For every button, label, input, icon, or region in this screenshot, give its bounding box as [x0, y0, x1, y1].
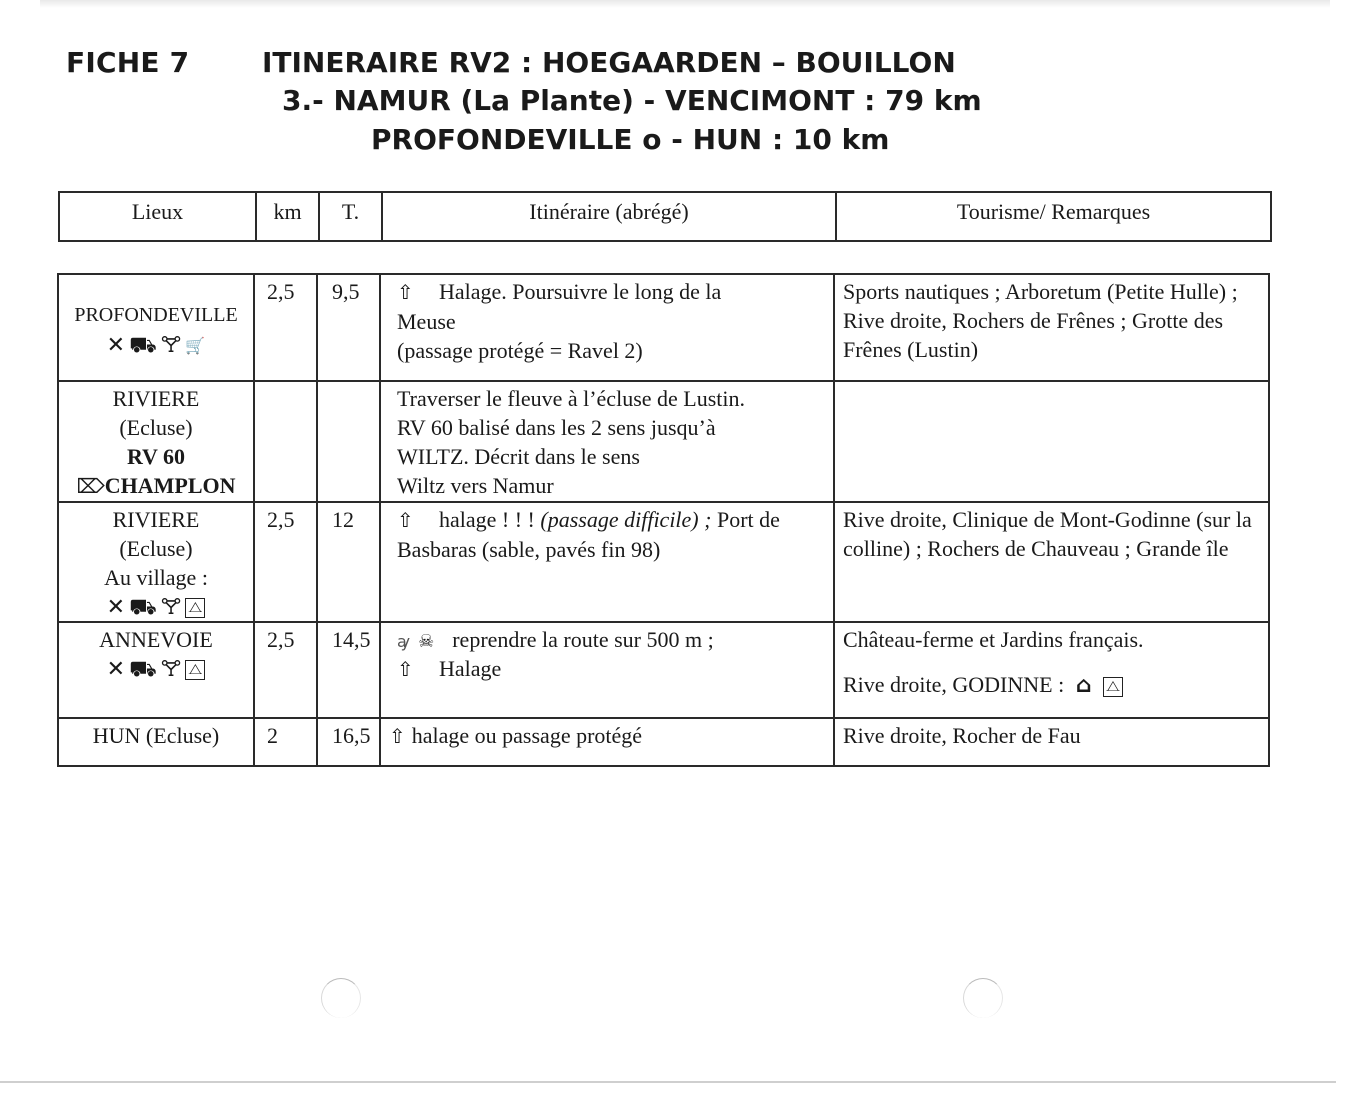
- tourism-line: [843, 670, 1260, 699]
- page-edge-line: [0, 1081, 1336, 1083]
- itinerary-line: Meuse: [397, 309, 456, 334]
- itinerary-warning: (passage difficile) ;: [540, 507, 712, 532]
- itinerary-cell: [380, 274, 834, 381]
- header-t: T.: [319, 192, 382, 241]
- table-row: [58, 622, 1269, 718]
- camping-icon: ⧍: [185, 660, 205, 680]
- table-row: [58, 718, 1269, 766]
- nature-icon: ꜽ: [397, 632, 411, 651]
- itinerary-text: halage ou passage protégé: [411, 723, 643, 748]
- tourism-cell: [834, 622, 1269, 718]
- tourism-cell: Rive droite, Rocher de Fau: [834, 718, 1269, 766]
- scan-top-shadow: [40, 0, 1330, 8]
- route-code: RV 60: [126, 444, 186, 469]
- tourism-line: Château-ferme et Jardins français.: [843, 627, 1144, 652]
- title-line-1: ITINERAIRE RV2 : HOEGAARDEN – BOUILLON: [262, 46, 956, 79]
- km-cell: [254, 381, 317, 502]
- total-cell: [317, 381, 380, 502]
- hotel-icon: ⛟: [129, 333, 157, 358]
- total-cell: 12: [317, 502, 380, 622]
- itinerary-cell: [380, 622, 834, 718]
- title-line-2: 3.- NAMUR (La Plante) - VENCIMONT : 79 km: [282, 84, 982, 117]
- itinerary-line: WILTZ. Décrit dans le sens: [397, 444, 640, 469]
- km-cell: 2,5: [254, 622, 317, 718]
- itinerary-line: [397, 654, 825, 684]
- fiche-number: FICHE 7: [66, 46, 190, 79]
- lieu-name: RIVIERE: [112, 507, 200, 532]
- restaurant-icon: ✕: [106, 333, 126, 358]
- header-km: km: [256, 192, 319, 241]
- lieu-cell: [58, 381, 254, 502]
- itinerary-line: (passage protégé = Ravel 2): [397, 338, 643, 363]
- shop-icon: 🛒: [185, 336, 206, 355]
- bar-icon: 🝖: [160, 595, 182, 620]
- tourism-cell: Rive droite, Clinique de Mont-Godinne (sur la colline) ; Rochers de Chauveau ; Grande île: [834, 502, 1269, 622]
- direction-label: [61, 471, 251, 501]
- direction-icon: ⌦: [76, 474, 105, 498]
- camping-icon: ⧍: [185, 598, 205, 618]
- total-cell: 9,5: [317, 274, 380, 381]
- itinerary-text: Port de Basbaras (sable, pavés fin 98): [397, 507, 780, 562]
- restaurant-icon: ✕: [106, 657, 126, 682]
- lieu-cell: [58, 502, 254, 622]
- service-icons: [107, 659, 206, 681]
- km-cell: 2,5: [254, 502, 317, 622]
- lieu-cell: [58, 622, 254, 718]
- lieu-cell: HUN (Ecluse): [58, 718, 254, 766]
- restaurant-icon: ✕: [106, 595, 126, 620]
- service-icons: [107, 335, 206, 357]
- header-itineraire: Itinéraire (abrégé): [382, 192, 836, 241]
- table-row: [58, 502, 1269, 622]
- gite-icon: ⌂: [1075, 673, 1092, 698]
- up-arrow-icon: ⇧: [397, 280, 414, 304]
- table-row: [58, 381, 1269, 502]
- tourism-cell: [834, 381, 1269, 502]
- title-line-3: PROFONDEVILLE o - HUN : 10 km: [371, 123, 890, 156]
- tourism-text: Rive droite, GODINNE :: [843, 672, 1065, 697]
- itinerary-text: halage ! ! !: [439, 507, 541, 532]
- direction-destination: CHAMPLON: [104, 473, 236, 498]
- itinerary-cell: [380, 502, 834, 622]
- column-header-table: [58, 191, 1272, 242]
- hotel-icon: ⛟: [129, 657, 157, 682]
- km-cell: 2: [254, 718, 317, 766]
- lieu-name: ANNEVOIE: [99, 627, 213, 652]
- service-icons: [107, 597, 206, 619]
- bar-icon: 🝖: [160, 657, 182, 682]
- header-tourisme: Tourisme/ Remarques: [836, 192, 1271, 241]
- total-cell: 14,5: [317, 622, 380, 718]
- lieu-name: RIVIERE: [112, 386, 200, 411]
- hotel-icon: ⛟: [129, 595, 157, 620]
- itinerary-text: Halage: [439, 656, 502, 681]
- binder-hole: [321, 978, 361, 1018]
- lieu-name: PROFONDEVILLE: [74, 304, 238, 326]
- km-cell: 2,5: [254, 274, 317, 381]
- bar-icon: 🝖: [160, 333, 182, 358]
- total-cell: 16,5: [317, 718, 380, 766]
- up-arrow-icon: ⇧: [389, 724, 406, 748]
- lieu-cell: [58, 274, 254, 381]
- danger-icon: ☠: [418, 631, 435, 652]
- itinerary-line: [397, 277, 825, 307]
- itinerary-text: Halage. Poursuivre le long de la: [439, 279, 722, 304]
- camping-icon: ⧍: [1103, 677, 1123, 697]
- table-row: [58, 274, 1269, 381]
- tourism-cell: Sports nautiques ; Arboretum (Petite Hulle) ; Rive droite, Rochers de Frênes ; Grotte des Frênes (Lustin): [834, 274, 1269, 381]
- lieu-detail: (Ecluse): [119, 415, 193, 440]
- up-arrow-icon: ⇧: [397, 508, 414, 532]
- itinerary-line: Traverser le fleuve à l’écluse de Lustin.: [397, 386, 746, 411]
- itinerary-line: RV 60 balisé dans les 2 sens jusqu’à: [397, 415, 716, 440]
- itinerary-table: [57, 273, 1270, 767]
- lieu-village: Au village :: [104, 565, 208, 590]
- itinerary-cell: [380, 381, 834, 502]
- itinerary-text: reprendre la route sur 500 m ;: [452, 627, 714, 652]
- itinerary-line: Wiltz vers Namur: [397, 473, 554, 498]
- itinerary-line: [397, 625, 825, 654]
- binder-hole: [963, 978, 1003, 1018]
- itinerary-cell: [380, 718, 834, 766]
- header-row: [59, 192, 1271, 241]
- up-arrow-icon: ⇧: [397, 657, 414, 681]
- lieu-detail: (Ecluse): [119, 536, 193, 561]
- header-lieux: Lieux: [59, 192, 256, 241]
